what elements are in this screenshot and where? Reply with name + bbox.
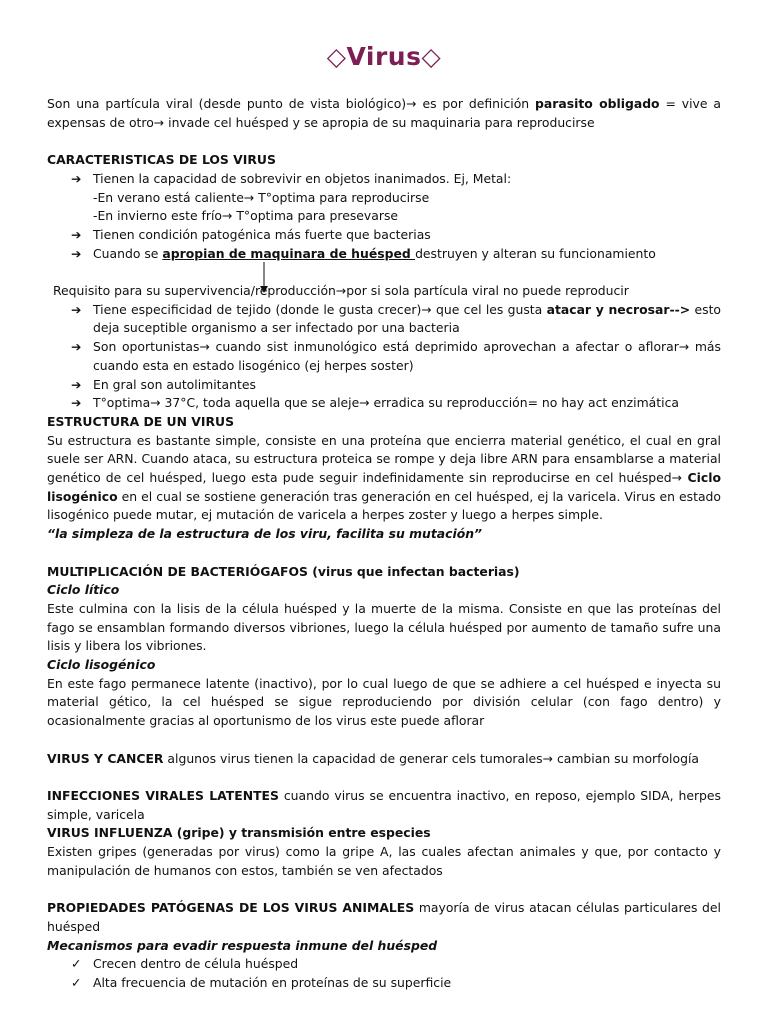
list-subitem: -En verano está caliente→ T°optima para reproducirse: [93, 189, 430, 205]
list-item: ➔ Tienen condición patogénica más fuerte que bacterias: [47, 226, 721, 245]
arrow-bullet-icon: ➔: [71, 245, 82, 261]
check-icon: ✓: [71, 974, 82, 990]
list-item: ➔ T°optima→ 37°C, toda aquella que se aleje→ erradica su reproducción= no hay act enzimática: [47, 394, 721, 413]
list-subitem: -En invierno este frío→ T°optima para presevarse: [93, 208, 399, 224]
mecanismos-subheading: Mecanismos para evadir respuesta inmune del huésped: [47, 937, 438, 953]
latentes-paragraph: INFECCIONES VIRALES LATENTES cuando virus se encuentra inactivo, en reposo, ejemplo SIDA, herpes simple, varicela: [47, 787, 722, 822]
arrow-bullet-icon: ➔: [71, 395, 82, 411]
list-item: ➔ Tiene especificidad de tejido (donde le gusta crecer)→ que cel les gusta atacar y necrosar--> esto deja suceptible organismo a ser infectado por una bacteria: [71, 301, 722, 336]
check-icon: ✓: [71, 956, 82, 972]
document-body: [47, 95, 721, 993]
check-item: ✓ Alta frecuencia de mutación en proteínas de su superficie: [47, 974, 721, 993]
caracteristicas-heading: CARACTERISTICAS DE LOS VIRUS: [47, 152, 276, 168]
influenza-heading: VIRUS INFLUENZA (gripe) y transmisión entre especies: [47, 825, 431, 841]
ciclo-lisogenico-title: Ciclo lisogénico: [47, 657, 156, 673]
ciclo-lisogenico-paragraph: En este fago permanece latente (inactivo), por lo cual luego de que se adhiere a cel huésped e inyecta su material gético, la cel huésped se sigue reproduciendo por división celular (con fago dentro) y ocasionalmente gracias al oportunismo de los virus este puede aflorar: [47, 675, 721, 729]
arrow-bullet-icon: ➔: [71, 170, 82, 186]
right-arrow-icon: →: [153, 114, 165, 130]
estructura-paragraph: Su estructura es bastante simple, consiste en una proteína que encierra material genético, el cual en gral suele ser ARN. Cuando ataca, su estructura proteica se rompe y deja libre ARN para ensamblarse a material genético de cel huésped, luego esta pude seguir indefinidamente sin reproducirse en cel huésped→ Ciclo lisogénico en el cual se sostiene generación tras generación en cel huésped, ej la varicela. Virus en estado lisogénico puede mutar, ej mutación de varicela a herpes zoster y luego a herpes simple.: [47, 432, 721, 523]
title-text: Virus: [346, 42, 422, 71]
right-arrow-icon: →: [199, 339, 210, 355]
right-arrow-icon: →: [335, 283, 347, 298]
right-arrow-icon: →: [243, 189, 255, 205]
right-arrow-icon: →: [678, 339, 690, 355]
arrow-bullet-icon: ➔: [71, 339, 82, 355]
diamond-left-icon: ◇: [326, 42, 347, 71]
list-item: ➔ Son oportunistas→ cuando sist inmunológico está deprimido aprovechan a afectar o aflorar→ más cuando esta en estado lisogénico (ej herpes soster): [71, 339, 721, 373]
right-arrow-icon: →: [671, 470, 683, 486]
check-item: ✓ Crecen dentro de célula huésped: [47, 955, 721, 974]
right-arrow-icon: →: [150, 395, 161, 411]
right-arrow-icon: →: [421, 301, 432, 317]
propiedades-paragraph: PROPIEDADES PATÓGENAS DE LOS VIRUS ANIMALES mayoría de virus atacan células particulares del huésped: [47, 900, 721, 934]
estructura-heading: ESTRUCTURA DE UN VIRUS: [47, 413, 235, 429]
right-arrow-icon: →: [359, 395, 370, 411]
diamond-right-icon: ◇: [421, 42, 442, 71]
ciclo-litico-title: Ciclo lítico: [47, 582, 120, 598]
quote: “la simpleza de la estructura de los viru, facilita su mutación”: [47, 526, 483, 542]
list-item: ➔ Tienen la capacidad de sobrevivir en objetos inanimados. Ej, Metal:: [47, 170, 721, 189]
arrow-bullet-icon: ➔: [71, 376, 82, 392]
intro-paragraph: Son una partícula viral (desde punto de vista biológico)→ es por definición parasito obligado = vive a expensas de otro→ invade cel huésped y se apropia de su maquinaria para reproducirse: [47, 96, 721, 130]
right-arrow-icon: →: [406, 96, 417, 111]
page-title: [0, 42, 768, 71]
list-item: ➔ En gral son autolimitantes: [47, 376, 721, 395]
right-arrow-icon: →: [542, 750, 554, 766]
list-item: ➔ Cuando se apropian de maquinara de huésped destruyen y alteran su funcionamiento: [47, 245, 721, 264]
cancer-paragraph: VIRUS Y CANCER algunos virus tienen la capacidad de generar cels tumorales→ cambian su morfología: [47, 750, 699, 766]
arrow-bullet-icon: ➔: [71, 226, 82, 242]
multiplicacion-heading: MULTIPLICACIÓN DE BACTERIÓGAFOS (virus que infectan bacterias): [47, 563, 520, 579]
influenza-paragraph: Existen gripes (generadas por virus) como la gripe A, las cuales afectan animales y que, por contacto y manipulación de humanos con estos, también se ven afectados: [47, 844, 721, 878]
arrow-bullet-icon: ➔: [71, 301, 82, 317]
right-arrow-icon: →: [222, 208, 233, 224]
ciclo-litico-paragraph: Este culmina con la lisis de la célula huésped y la muerte de la misma. Consiste en que las proteínas del fago se ensamblan formando diversos vibriones, luego la célula huésped por aumento de tamaño sufre una lisis y libera los vibriones.: [47, 600, 721, 654]
requisito-line: Requisito para su supervivencia/reproducción→por si sola partícula viral no puede reproducir: [53, 283, 629, 298]
